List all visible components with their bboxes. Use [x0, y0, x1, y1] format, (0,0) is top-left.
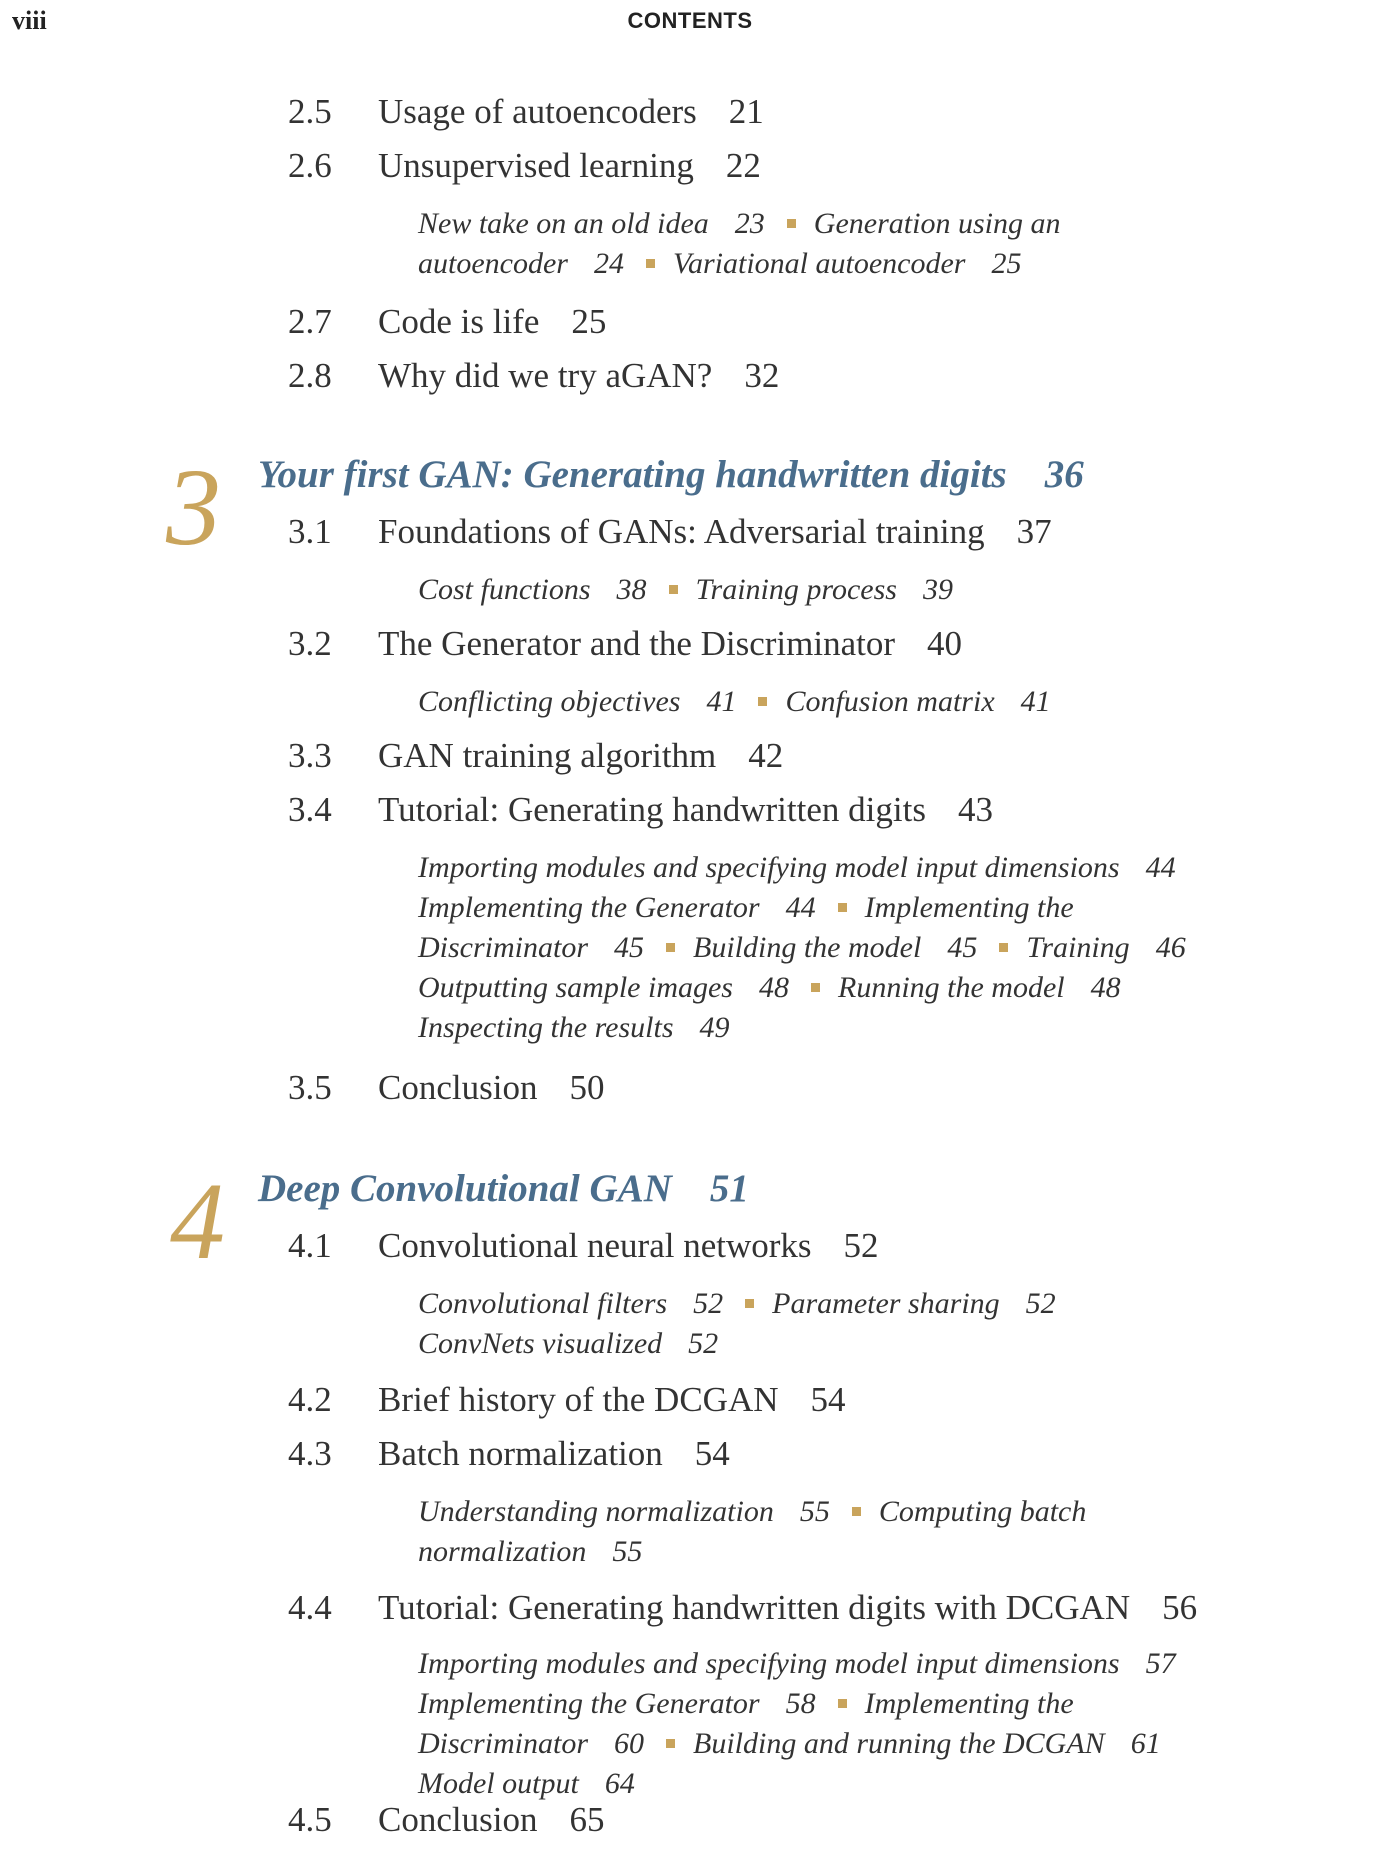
subsection-title[interactable]: Inspecting the results [418, 1011, 674, 1044]
bullet-separator [646, 259, 655, 268]
toc-chapter-3[interactable] [258, 452, 1084, 497]
subsection-title[interactable]: Training process [695, 573, 897, 606]
subsection-title[interactable]: Understanding normalization [418, 1495, 774, 1528]
section-title: Foundations of GANs: Adversarial training [378, 512, 985, 551]
subsection-page: 39 [922, 573, 953, 606]
section-title: The Generator and the Discriminator [378, 624, 896, 663]
subsection-page: 24 [593, 247, 624, 280]
chapter-page: 36 [1044, 453, 1084, 496]
section-number: 3.3 [288, 736, 332, 775]
subsection-title[interactable]: ConvNets visualized [418, 1327, 663, 1360]
section-page: 43 [957, 790, 993, 829]
section-number: 4.1 [288, 1226, 332, 1265]
section-number: 3.1 [288, 512, 332, 551]
bullet-separator [745, 1299, 754, 1308]
section-title: Why did we try aGAN? [378, 356, 713, 395]
toc-subsections-2-6 [418, 204, 1060, 284]
section-number: 2.5 [288, 92, 332, 131]
subsection-page: 25 [991, 247, 1022, 280]
subsection-title[interactable]: Implementing the Generator [418, 1687, 760, 1720]
toc-subsections-4-4 [418, 1644, 1176, 1804]
section-page: 52 [843, 1226, 879, 1265]
subsection-page: 58 [785, 1687, 816, 1720]
subsection-page: 41 [1020, 685, 1051, 718]
page-number: viii [12, 6, 47, 35]
subsection-title[interactable]: Building and running the DCGAN [693, 1727, 1105, 1760]
subsection-page: 52 [693, 1287, 724, 1320]
subsection-title[interactable]: Implementing the Generator [418, 891, 760, 924]
toc-subsections-4-3 [418, 1492, 1086, 1572]
subsection-title[interactable]: autoencoder [418, 247, 568, 280]
subsection-title[interactable]: Building the model [693, 931, 922, 964]
section-title: Tutorial: Generating handwritten digits [378, 790, 926, 829]
subsection-page: 55 [612, 1535, 643, 1568]
section-page: 32 [744, 356, 780, 395]
subsection-title[interactable]: Parameter sharing [772, 1287, 1000, 1320]
subsection-title[interactable]: Confusion matrix [785, 685, 995, 718]
subsection-title[interactable]: Cost functions [418, 573, 591, 606]
subsection-title[interactable]: Importing modules and specifying model input dimensions [418, 851, 1120, 884]
section-title: GAN training algorithm [378, 736, 717, 775]
bullet-separator [852, 1507, 861, 1516]
chapter-title: Deep Convolutional GAN [258, 1167, 672, 1210]
subsection-page: 64 [604, 1767, 635, 1800]
bullet-separator [999, 943, 1008, 952]
section-number: 4.5 [288, 1800, 332, 1839]
bullet-separator [811, 983, 820, 992]
subsection-page: 49 [699, 1011, 730, 1044]
section-title: Code is life [378, 302, 540, 341]
subsection-page: 44 [1145, 851, 1176, 884]
subsection-page: 57 [1145, 1647, 1176, 1680]
section-number: 2.8 [288, 356, 332, 395]
bullet-separator [787, 219, 796, 228]
subsection-title[interactable]: Discriminator [418, 1727, 589, 1760]
subsection-title[interactable]: New take on an old idea [418, 207, 709, 240]
section-page: 54 [694, 1434, 730, 1473]
subsection-title[interactable]: Computing batch [878, 1495, 1087, 1528]
section-title: Conclusion [378, 1800, 538, 1839]
subsection-title[interactable]: Variational autoencoder [672, 247, 966, 280]
section-title: Tutorial: Generating handwritten digits with DCGAN [378, 1588, 1131, 1627]
toc-subsections-3-1 [418, 570, 953, 610]
section-number: 4.4 [288, 1588, 332, 1627]
running-head: CONTENTS [627, 8, 753, 33]
section-page: 54 [810, 1380, 846, 1419]
subsection-title[interactable]: Model output [418, 1767, 579, 1800]
subsection-page: 55 [799, 1495, 830, 1528]
subsection-page: 41 [706, 685, 737, 718]
section-title: Convolutional neural networks [378, 1226, 812, 1265]
section-page: 50 [569, 1068, 605, 1107]
section-title: Conclusion [378, 1068, 538, 1107]
subsection-title[interactable]: Training [1026, 931, 1130, 964]
toc-subsections-4-1 [418, 1284, 1056, 1364]
subsection-title[interactable]: Generation using an [813, 207, 1061, 240]
section-number: 4.2 [288, 1380, 332, 1419]
section-number: 4.3 [288, 1434, 332, 1473]
subsection-title[interactable]: Outputting sample images [418, 971, 733, 1004]
chapter-page: 51 [709, 1167, 749, 1210]
section-page: 65 [569, 1800, 605, 1839]
subsection-title[interactable]: Importing modules and specifying model input dimensions [418, 1647, 1120, 1680]
bullet-separator [666, 1739, 675, 1748]
subsection-page: 48 [1090, 971, 1121, 1004]
subsection-page: 46 [1155, 931, 1186, 964]
toc-subsections-3-4 [418, 848, 1186, 1048]
section-number: 2.6 [288, 146, 332, 185]
chapter-3-number: 3 [166, 446, 221, 568]
chapter-4-number: 4 [170, 1160, 225, 1282]
subsection-page: 52 [1025, 1287, 1056, 1320]
subsection-page: 23 [734, 207, 765, 240]
subsection-page: 61 [1130, 1727, 1161, 1760]
section-number: 3.4 [288, 790, 332, 829]
section-page: 21 [728, 92, 764, 131]
bullet-separator [666, 943, 675, 952]
bullet-separator [838, 903, 847, 912]
section-number: 3.2 [288, 624, 332, 663]
subsection-page: 38 [616, 573, 647, 606]
section-page: 25 [571, 302, 607, 341]
subsection-title[interactable]: Implementing the [864, 891, 1074, 924]
section-title: Batch normalization [378, 1434, 663, 1473]
section-title: Unsupervised learning [378, 146, 694, 185]
chapter-title: Your first GAN: Generating handwritten digits [258, 453, 1007, 496]
section-number: 2.7 [288, 302, 332, 341]
subsection-title[interactable]: Running the model [838, 971, 1065, 1004]
bullet-separator [758, 697, 767, 706]
subsection-title[interactable]: Implementing the [864, 1687, 1074, 1720]
subsection-title[interactable]: Convolutional filters [418, 1287, 668, 1320]
subsection-page: 52 [688, 1327, 719, 1360]
section-number: 3.5 [288, 1068, 332, 1107]
subsection-page: 45 [614, 931, 645, 964]
section-page: 40 [927, 624, 963, 663]
subsection-page: 44 [785, 891, 816, 924]
subsection-page: 45 [947, 931, 978, 964]
section-page: 37 [1016, 512, 1052, 551]
bullet-separator [669, 585, 678, 594]
section-page: 22 [725, 146, 761, 185]
section-page: 56 [1162, 1588, 1198, 1627]
subsection-title[interactable]: Discriminator [418, 931, 589, 964]
toc-chapter-4[interactable] [258, 1166, 749, 1211]
toc-subsections-3-2 [418, 682, 1051, 722]
bullet-separator [838, 1699, 847, 1708]
subsection-title[interactable]: normalization [418, 1535, 587, 1568]
section-page: 42 [748, 736, 784, 775]
subsection-page: 60 [614, 1727, 645, 1760]
subsection-title[interactable]: Conflicting objectives [418, 685, 681, 718]
subsection-page: 48 [759, 971, 789, 1004]
section-title: Brief history of the DCGAN [378, 1380, 779, 1419]
section-title: Usage of autoencoders [378, 92, 697, 131]
